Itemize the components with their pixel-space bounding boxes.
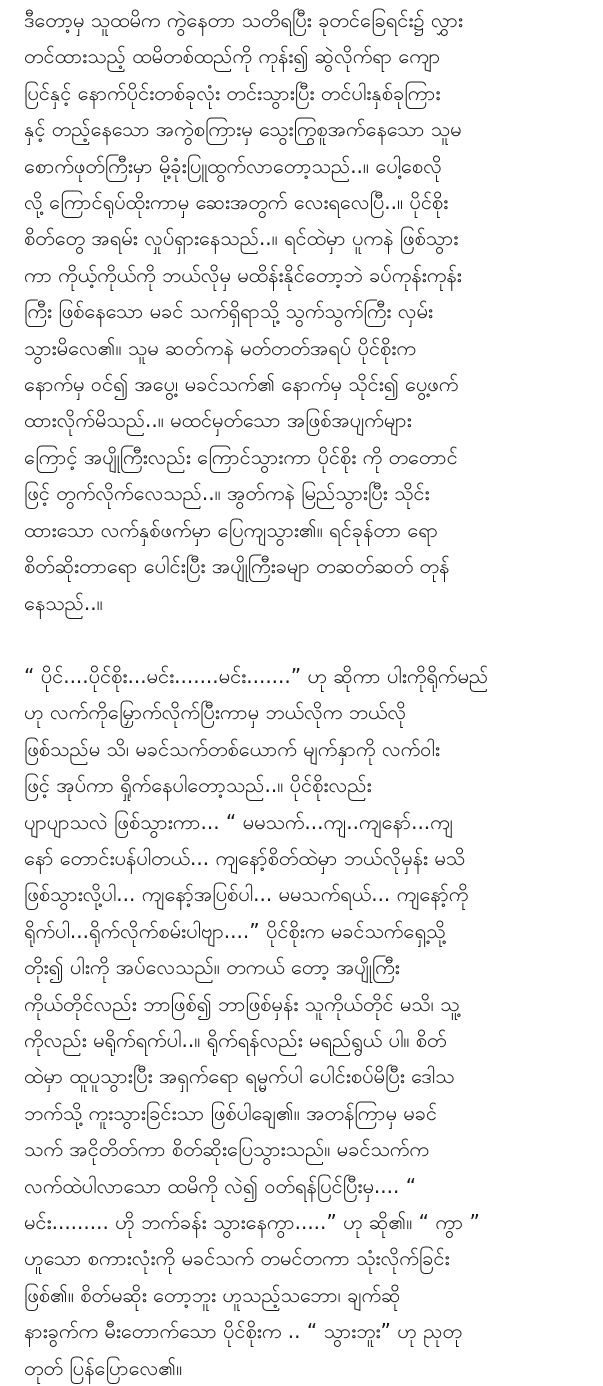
text-line: စိတ်ဆိုးတာရော ပေါင်းပြီး အပျိုကြီးခမျာ တဆတ်ဆတ် တုန် <box>24 554 450 579</box>
text-line: ကာ ကိုယ့်ကိုယ်ကို ဘယ်လိုမှ မထိန်းနိုင်တော့ဘဲ ခပ်ကုန်းကုန်း <box>24 262 462 287</box>
text-line: ကြီး ဖြစ်နေသော မခင် သက်ရှိရာသို့ သွက်သွက်ကြီး လှမ်း <box>24 299 433 324</box>
text-line: စောက်ဖုတ်ကြီးမှာ မို့ခုံးပြူထွက်လာတော့သည်..။ ပေါ့စေလို <box>24 153 442 178</box>
text-line: ရိုက်ပါ...ရိုက်လိုက်စမ်းပါဗျာ....” ပိုင်စိုးက မခင်သက်ရှေ့သို့ <box>24 918 446 943</box>
text-line: လို့ ကြောင်ရုပ်ထိုးကာမှ ဆေးအတွက် လေးရလေပြီ..။ ပိုင်စိုး <box>24 190 449 215</box>
text-line: သွားမိလေ၏။ သူမ ဆတ်ကနဲ မတ်တတ်အရပ် ပိုင်စိုးက <box>24 335 416 360</box>
text-line: သက် အငိုတိတ်ကာ စိတ်ဆိုးပြေသွားသည်။ မခင်သက်က <box>24 1137 429 1162</box>
text-line: လက်ထဲပါလာသော ထမိကို လဲ၍ ဝတ်ရန်ပြင်ပြီးမှ.... “ <box>24 1173 417 1198</box>
text-line: ဘက်သို့ ကူးသွားခြင်းသာ ဖြစ်ပါချေ၏။ အတန်ကြာမှ မခင် <box>24 1100 438 1125</box>
text-line: ကိုယ်တိုင်လည်း ဘာဖြစ်၍ ဘာဖြစ်မှန်း သူကိုယ်တိုင် မသိ၊ သူ့ <box>24 991 460 1016</box>
text-line: စိတ်တွေ အရမ်း လှုပ်ရှားနေသည်..။ ရင်ထဲမှာ ပူကနဲ ဖြစ်သွား <box>24 226 459 251</box>
text-line: ဖြင့် အုပ်ကာ ရှိုက်နေပါတော့သည်..။ ပိုင်စိုးလည်း <box>24 773 372 798</box>
text-line: တုတ် ပြန်ပြောလေ၏။ <box>24 1355 183 1380</box>
text-line: ဒီတော့မှ သူထမိက ကွဲနေတာ သတိရပြီး ခုတင်ခြေရင်း၌ လွှား <box>24 8 463 32</box>
text-line: ဖြစ်သည်မ သိ၊ မခင်သက်တစ်ယောက် မျက်နှာကို လက်ဝါး <box>24 736 440 761</box>
paragraph-2 <box>24 658 585 1386</box>
text-line: ဖြစ်သွားလို့ပါ... ကျနော့်အပြစ်ပါ... မမသက်ရယ်... ကျနော့်ကို <box>24 882 469 907</box>
text-line: ဟူသော စကားလုံးကို မခင်သက် တမင်တကာ သုံးလိုက်ခြင်း <box>24 1246 450 1271</box>
text-line: နားခွက်က မီးတောက်သော ပိုင်စိုးက .. “ သွားဘူး” ဟု ညုတု <box>24 1319 462 1344</box>
text-line: ဖြစ်၏။ စိတ်မဆိုး တော့ဘူး ဟူသည့်သဘော၊ ချက်ဆို <box>24 1282 401 1307</box>
text-line: “ ပိုင်....ပိုင်စိုး...မင်း.......မင်း.......” ဟု ဆိုကာ ပါးကိုရိုက်မည် <box>24 663 489 688</box>
text-line: ပျာပျာသလဲ ဖြစ်သွားကာ... “ မမသက်...ကျ..ကျနော်...ကျ <box>24 809 453 834</box>
text-line: ထားလိုက်မိသည်..။ မထင်မှတ်သော အဖြစ်အပျက်များ <box>24 408 412 433</box>
text-line: နှင့် တည့်နေသော အကွဲစကြားမှ သွေးကြွစူအက်နေသော သူမ <box>24 117 462 142</box>
text-line: မင်း......... ဟို ဘက်ခန်း သွားနေကွာ.....” ဟု ဆို၏။ “ ကွာ ” <box>24 1210 480 1234</box>
text-line: ပြင်နှင့် နောက်ပိုင်းတစ်ခုလုံး တင်းသွားပြီး တင်ပါးနှစ်ခုကြား <box>24 80 441 105</box>
text-line: ကြောင့် အပျိုကြီးလည်း ကြောင်သွားကာ ပိုင်စိုး ကို တတောင် <box>24 444 458 469</box>
text-line: ကိုလည်း မရိုက်ရက်ပါ..။ ရိုက်ရန်လည်း မရည်ရွယ် ပါ။ စိတ် <box>24 1027 447 1052</box>
text-line: တင်ထားသည့် ထမိတစ်ထည်ကို ကုန်း၍ ဆွဲလိုက်ရာ ကျော <box>24 44 441 69</box>
text-line: နောက်မှ ဝင်၍ အပွေ့၊ မခင်သက်၏ နောက်မှ သိုင်း၍ ပွေ့ဖက် <box>24 372 459 397</box>
text-line: ဟု လက်ကိုမြှောက်လိုက်ပြီးကာမှ ဘယ်လိုက ဘယ်လို <box>24 700 407 725</box>
text-line: နော် တောင်းပန်ပါတယ်... ကျနော့်စိတ်ထဲမှာ ဘယ်လိုမှန်း မသိ <box>24 845 466 870</box>
text-line: နေသည်..။ <box>24 590 103 615</box>
text-line: ဖြင့် တွက်လိုက်လေသည်..။ အွတ်ကနဲ မြည်သွားပြီး သိုင်း <box>24 481 430 506</box>
text-line: ထားသော လက်နှစ်ဖက်မှာ ပြေကျသွား၏။ ရင်ခုန်တာ ရော <box>24 517 438 542</box>
text-line: တိုး၍ ပါးကို အပ်လေသည်။ တကယ် တော့ အပျိုကြီး <box>24 955 400 980</box>
paragraph-1 <box>24 0 585 621</box>
text-line: ထဲမှာ ထူပူသွားပြီး အရှက်ရော ရမ္မက်ပါ ပေါင်းစပ်မိပြီး ဒေါသ <box>24 1064 455 1089</box>
